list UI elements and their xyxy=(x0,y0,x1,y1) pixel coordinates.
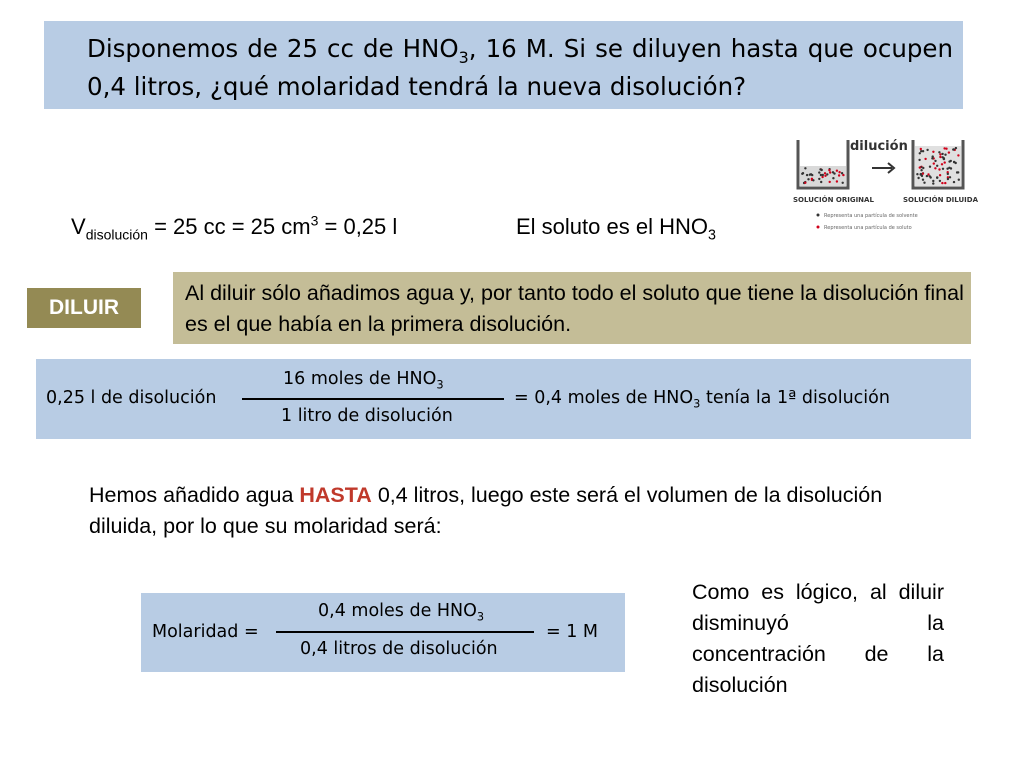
dilution-arrow-icon xyxy=(872,163,894,173)
solvent-particle xyxy=(821,169,823,171)
legend-solvent: Representa una partícula de solvente xyxy=(824,213,918,219)
solvent-particle xyxy=(939,180,941,182)
solvent-particle xyxy=(806,174,808,176)
solute-particle xyxy=(944,182,946,184)
solvent-particle xyxy=(930,176,932,178)
solute-particle xyxy=(920,148,922,150)
solute-particle xyxy=(829,171,831,173)
solute-particle xyxy=(938,168,940,170)
solute-particle xyxy=(838,174,840,176)
solvent-particle xyxy=(936,165,938,167)
solvent-particle xyxy=(922,167,924,169)
dilution-diagram xyxy=(788,130,978,255)
calc1-denominator: 1 litro de disolución xyxy=(281,406,453,426)
solvent-particle xyxy=(932,182,934,184)
solute-particle xyxy=(939,156,941,158)
solvent-particle xyxy=(926,175,928,177)
calc2-result: = 1 M xyxy=(546,622,599,642)
solvent-particle xyxy=(820,181,822,183)
solvent-particle xyxy=(941,153,943,155)
solute-statement: El soluto es el $HNO_3$ xyxy=(516,214,716,244)
right-caption: SOLUCIÓN DILUIDA xyxy=(903,196,978,204)
calc2-denominator: 0,4 litros de disolución xyxy=(300,639,498,659)
solute-legend-dot xyxy=(817,226,820,229)
solute-particle xyxy=(932,151,934,153)
calc2-numerator: 0,4 moles de $HNO_3$ xyxy=(318,601,485,624)
original-solution-beaker xyxy=(798,140,848,188)
solvent-particle xyxy=(942,168,944,170)
solvent-particle xyxy=(920,150,922,152)
solvent-particle xyxy=(801,173,803,175)
conclusion-text: Como es lógico, al diluir disminuyó la concentración de la disolución xyxy=(692,580,944,697)
volume-explanation: Hemos añadido agua HASTA 0,4 litros, luego este será el volumen de la disolución diluida, por lo que su molaridad será: xyxy=(89,483,883,538)
solvent-particle xyxy=(947,178,949,180)
solute-particle xyxy=(941,163,943,165)
solvent-particle xyxy=(923,182,925,184)
calc1-fraction-line xyxy=(242,398,504,400)
legend-solute: Representa una partícula de soluto xyxy=(824,225,912,231)
solvent-particle xyxy=(953,181,955,183)
solvent-particle xyxy=(942,156,944,158)
left-caption: SOLUCIÓN ORIGINAL xyxy=(793,196,874,204)
solvent-particle xyxy=(918,159,920,161)
solute-particle xyxy=(838,171,840,173)
solvent-particle xyxy=(804,167,806,169)
solvent-particle xyxy=(936,177,938,179)
solvent-particle xyxy=(807,178,809,180)
diluted-solution-beaker xyxy=(913,140,963,188)
solvent-particle xyxy=(842,182,844,184)
solvent-particle xyxy=(934,160,936,162)
solvent-particle xyxy=(950,167,952,169)
solute-particle xyxy=(934,167,936,169)
hasta-highlight: HASTA xyxy=(299,483,372,507)
solvent-particle xyxy=(958,179,960,181)
solute-particle xyxy=(945,148,947,150)
solute-particle xyxy=(836,180,838,182)
solvent-particle xyxy=(820,174,822,176)
question-text: Disponemos de 25 cc de $HNO_3$, 16 M. Si se diluyen hasta que ocupen 0,4 litros, ¿qué molaridad tendrá la nueva disolución? xyxy=(87,34,953,101)
solvent-legend-dot xyxy=(817,214,820,217)
calc1-numerator: 16 moles de $HNO_3$ xyxy=(283,369,444,392)
solute-particle xyxy=(824,172,826,174)
solute-particle xyxy=(933,162,935,164)
solvent-particle xyxy=(841,172,843,174)
solute-particle xyxy=(836,170,838,172)
solvent-particle xyxy=(938,151,940,153)
solvent-particle xyxy=(944,154,946,156)
solvent-particle xyxy=(818,171,820,173)
solute-particle xyxy=(919,166,921,168)
solvent-particle xyxy=(832,171,834,173)
solvent-particle xyxy=(947,173,949,175)
solvent-particle xyxy=(818,178,820,180)
solute-particle xyxy=(939,153,941,155)
solvent-particle xyxy=(919,152,921,154)
solute-particle xyxy=(948,151,950,153)
calc2-fraction-line xyxy=(276,631,534,633)
solvent-particle xyxy=(917,177,919,179)
solvent-particle xyxy=(926,149,928,151)
solvent-particle xyxy=(920,169,922,171)
solute-particle xyxy=(922,173,924,175)
solvent-particle xyxy=(932,155,934,157)
solute-particle xyxy=(939,174,941,176)
solvent-particle xyxy=(832,177,834,179)
solvent-particle xyxy=(957,171,959,173)
solvent-particle xyxy=(920,173,922,175)
solvent-particle xyxy=(916,173,918,175)
solvent-particle xyxy=(812,179,814,181)
solute-particle xyxy=(804,182,806,184)
calc1-result: = 0,4 moles de $HNO_3$ tenía la 1ª disolución xyxy=(514,388,890,411)
solvent-particle xyxy=(922,179,924,181)
solvent-particle xyxy=(953,161,955,163)
volume-equation: $V_{disolución} = 25$ cc = 25 $cm^3 = 0,25$ l xyxy=(71,212,398,243)
solvent-particle xyxy=(949,176,951,178)
solvent-particle xyxy=(932,180,934,182)
calc2-left: Molaridad = xyxy=(152,622,259,642)
solute-particle xyxy=(924,158,926,160)
solute-particle xyxy=(944,161,946,163)
solute-particle xyxy=(829,181,831,183)
dilution-arrow-label: dilución xyxy=(850,139,908,154)
solvent-particle xyxy=(810,173,812,175)
solvent-particle xyxy=(826,173,828,175)
solvent-particle xyxy=(929,166,931,168)
solute-particle xyxy=(957,154,959,156)
explanation-text: Al diluir sólo añadimos agua y, por tanto todo el soluto que tiene la disolución final es el que había en la primera disolución. xyxy=(185,281,964,336)
diluir-label: DILUIR xyxy=(27,288,141,328)
solvent-particle xyxy=(948,160,950,162)
solvent-particle xyxy=(953,148,955,150)
calc1-left: 0,25 l de disolución xyxy=(46,388,217,408)
solute-particle xyxy=(941,182,943,184)
solute-particle xyxy=(828,169,830,171)
solvent-particle xyxy=(955,147,957,149)
